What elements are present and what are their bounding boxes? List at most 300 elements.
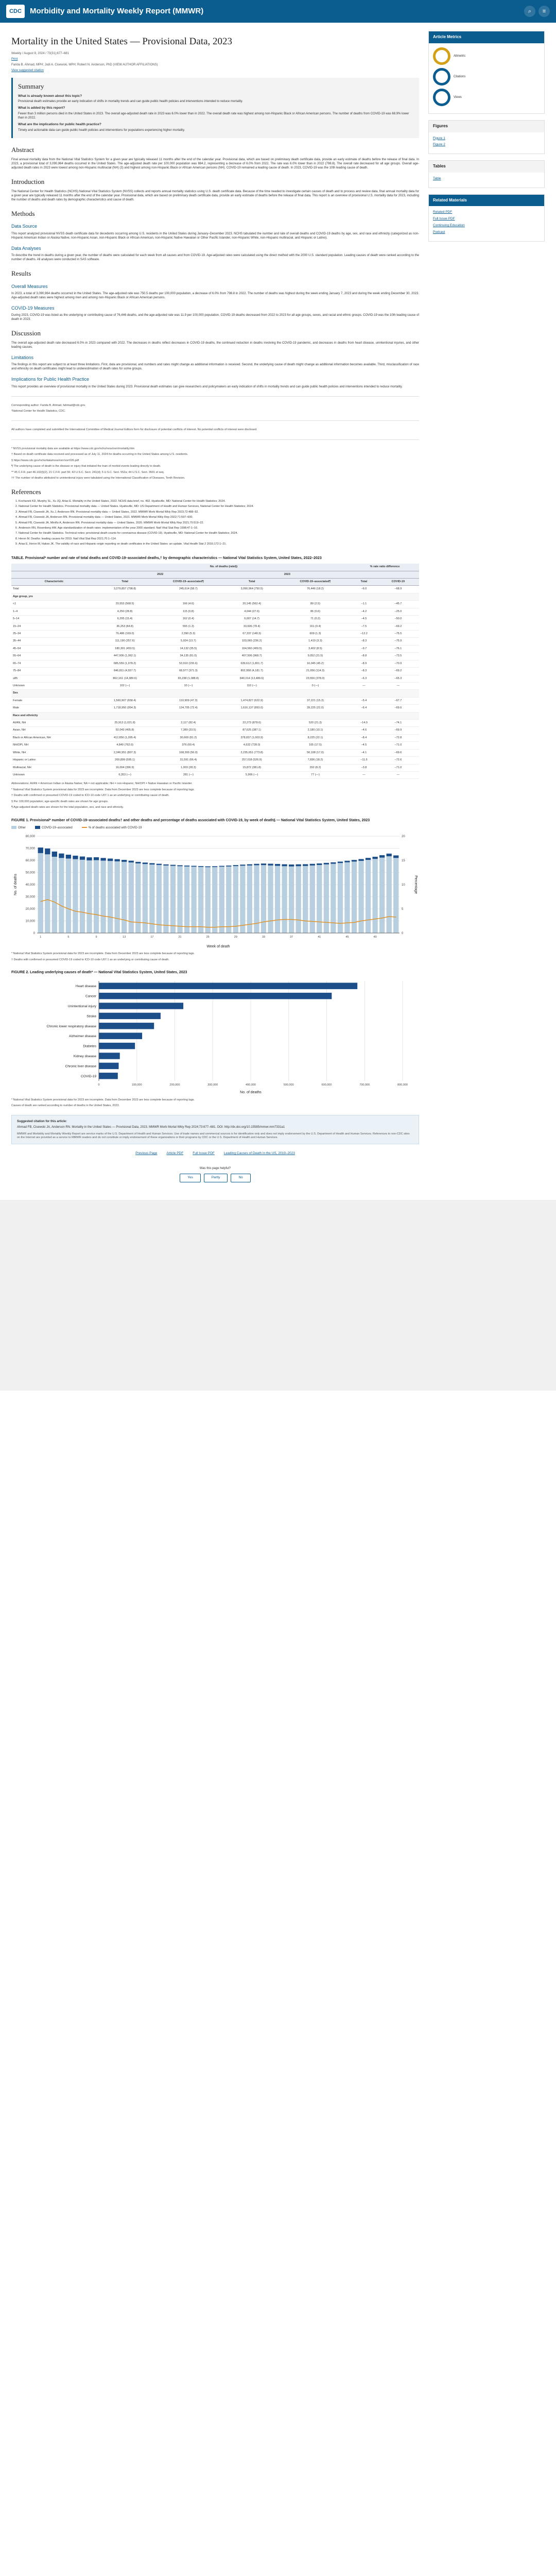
table-cell: 257,018 (526.9) xyxy=(224,757,280,764)
table-column-header: Total xyxy=(224,579,280,586)
article-meta: Weekly / August 8, 2024 / 73(31);677–681 xyxy=(11,52,69,55)
bar-covid xyxy=(226,866,231,867)
bar-other xyxy=(86,860,92,933)
table-cell: 2,235,651 (773.8) xyxy=(224,749,280,756)
table-cell: 378,837 (1,003.9) xyxy=(224,734,280,741)
bar-covid xyxy=(282,865,287,867)
table-cell: 87,625 (387.1) xyxy=(224,727,280,734)
legend-label: % of deaths associated with COVID-19 xyxy=(88,826,142,829)
cause-bar xyxy=(99,1073,118,1079)
bar-other xyxy=(289,867,294,933)
table-column-header: Total xyxy=(351,579,377,586)
bar-covid xyxy=(233,865,238,866)
x-tick-label: 29 xyxy=(234,936,237,939)
bar-other xyxy=(163,866,168,933)
bar-covid xyxy=(317,863,322,865)
covid-text: During 2023, COVID-19 was listed as the underlying or contributing cause of 76,446 deaths, and the age-adjusted rate was 11.9 per 100,000 population. COVID-19 deaths decreased from 2022 to 2023 for all age groups, sexes, and racial and ethnic groups. COVID-19 was the 10th leading cause of death in 2023. xyxy=(11,314,419,321)
bar-covid xyxy=(45,849,50,854)
table-cell: 555 (1.3) xyxy=(153,623,223,630)
table-cell: −65.3 xyxy=(377,675,419,682)
bar-covid xyxy=(121,860,127,862)
table-cell: −69.2 xyxy=(377,668,419,675)
table-row xyxy=(11,742,419,749)
figure-note: * National Vital Statistics System provisional data for 2023 are incomplete. Data from December 2023 are less complete because of reporting lags. xyxy=(11,1098,195,1101)
table-row xyxy=(11,764,419,771)
bar-covid xyxy=(296,865,301,867)
x-tick-label: 100,000 xyxy=(131,1083,142,1087)
y-tick-label: 50,000 xyxy=(25,871,35,875)
table-cell: 4,840 (762.0) xyxy=(97,742,153,749)
bar-other xyxy=(121,862,127,933)
bar-other xyxy=(100,861,106,934)
bar-other xyxy=(80,860,85,933)
x-tick-label: 300,000 xyxy=(207,1083,218,1087)
table-cell: 3,090,964 (750.5) xyxy=(224,586,280,593)
abstract-text: Final annual mortality data from the National Vital Statistics System for a given year are typically released 11 months after the end of the calendar year. Provisional data, which are based on preliminary death certificate data, provide an early estimate of deaths before the release of final data. In 2023, a provisional total of 3,090,964 deaths occurred in the United States. The age-adjusted death rate per 100,000 population was 884.2, representing a decrease of 6.0% from 2022. The rate was 6.0% lower than in 2022 (798.8). The overall rate decreased for all age groups. Overall age-adjusted death rates in 2023 were lowest among non-Hispanic multiracial (NH) (3) and highest among non-Hispanic Black or African American persons (NH). COVID-19 remained a leading cause of death. In 2023, COVID-19 was the 10th leading cause of death. xyxy=(11,158,419,170)
cause-bar xyxy=(99,1013,161,1019)
related-link[interactable]: Continuing Education xyxy=(433,224,465,228)
table-row xyxy=(11,593,419,600)
table-cell: −69.6 xyxy=(377,749,419,756)
table-header xyxy=(11,564,97,571)
tables-heading: Tables xyxy=(429,161,544,173)
bar-covid xyxy=(387,854,392,856)
related-heading: Related Materials xyxy=(429,195,544,207)
table-cell: −3.8 xyxy=(351,764,377,771)
bar-covid xyxy=(157,864,162,865)
figure-note: * National Vital Statistics System provisional data for 2023 are incomplete. Data from December 2023 are less complete because of reporting lags. xyxy=(11,952,195,956)
x-tick-label: 200,000 xyxy=(169,1083,180,1087)
table-row xyxy=(11,660,419,667)
bar-other xyxy=(240,866,245,933)
x-tick-label: 400,000 xyxy=(246,1083,256,1087)
table-row xyxy=(11,690,419,697)
summary-a2: Fewer than 3 million persons died in the United States in 2023. The overall age-adjusted death rate in 2023 was 6.0% lower than in 2022. The overall death rate was highest among non-Hispanic Black or African American persons. The number of deaths from COVID-19 was 68.9% lower than in 2022. xyxy=(18,112,409,120)
bar-other xyxy=(198,867,203,933)
reference-item: 1. Kochanek KD, Murphy SL, Xu JQ, Arias E. Mortality in the United States, 2022. NCHS data brief, no. 492. Hyattsville, MD: National Center for Health Statistics; 2024. xyxy=(19,500,419,503)
related-card xyxy=(428,194,545,242)
table-cell: 15–24 xyxy=(11,623,97,630)
article-pdf-link[interactable]: Article PDF xyxy=(166,1151,184,1156)
footer-links xyxy=(11,1151,419,1156)
table-cell: — xyxy=(377,682,419,689)
table-link[interactable]: Table xyxy=(433,176,441,180)
table-cell: 10 (—) xyxy=(153,682,223,689)
suggested-citation-link[interactable]: View suggested citation xyxy=(11,69,44,72)
table-cell: 4,044 (27.6) xyxy=(224,608,280,615)
bar-covid xyxy=(80,857,85,860)
table-cell: −1.1 xyxy=(351,601,377,608)
table-cell: −75.9 xyxy=(377,638,419,645)
table-cell: 1,718,950 (954.3) xyxy=(97,705,153,712)
category-label: Stroke xyxy=(86,1014,96,1019)
table-row xyxy=(11,586,419,593)
bar-covid xyxy=(393,855,398,858)
table-cell: −4.5 xyxy=(351,616,377,623)
bar-other xyxy=(358,861,363,933)
bar-other xyxy=(177,866,182,933)
table-cell: 55–64 xyxy=(11,653,97,660)
table-cell: 45–54 xyxy=(11,645,97,652)
metric-label: Views xyxy=(454,95,462,99)
altmetric-badge-icon[interactable] xyxy=(433,47,450,65)
table-cell: 65–74 xyxy=(11,660,97,667)
table-cell: 3,402 (8.5) xyxy=(280,645,351,652)
table-cell: 412,856 (1,095.4) xyxy=(97,734,153,741)
table-cell: 6,353 (—) xyxy=(97,771,153,778)
cause-bar xyxy=(99,1033,142,1039)
category-label: Diabetes xyxy=(83,1045,96,1049)
bar-covid xyxy=(240,865,245,866)
bar-covid xyxy=(254,864,259,866)
y2-tick-label: 15 xyxy=(402,859,405,863)
table-cell: — xyxy=(351,682,377,689)
table-cell: −12.2 xyxy=(351,630,377,637)
summary-a3: Timely and actionable data can guide public health policies and interventions for populations experiencing higher mortality. xyxy=(18,129,185,132)
table-cell: −72.6 xyxy=(377,757,419,764)
cdc-logo[interactable]: CDC xyxy=(6,5,25,18)
bar-other xyxy=(268,866,273,933)
table-cell: 166 (4.6) xyxy=(153,601,223,608)
footnote: ** 45 C.F.R. part 46.102(l)(2), 21 C.F.R. part 56; 42 U.S.C. Sect. 241(d); 5 U.S.C. Sect. 552a; 44 U.S.C. Sect. 3501 et seq. xyxy=(11,470,165,474)
figure-link[interactable]: Figure 1 xyxy=(433,136,445,140)
table-caption: TABLE. Provisional* number and rate of total deaths and COVID-19–associated deaths,† by demographic characteristics — National Vital Statistics System, United States, 2022–2023 xyxy=(11,556,322,560)
metric-label: Altmetric xyxy=(454,54,466,58)
table-cell: −45.7 xyxy=(377,601,419,608)
table-cell: 1,003 (28.3) xyxy=(153,764,223,771)
table-column-header: Characteristic xyxy=(11,579,97,586)
table-cell: 35–44 xyxy=(11,638,97,645)
table-cell: Total xyxy=(11,586,97,593)
table-cell: 110 (—) xyxy=(224,682,280,689)
x-axis-label: No. of deaths xyxy=(240,1091,262,1095)
data-source-text: This report analyzed provisional NVSS death certificate data for decedents occurring among U.S. residents in the United States during January–December 2023. NCHS tabulated the number and rate of overall deaths and COVID-19 deaths by age, sex, and race and ethnicity (categorized as non-Hispanic American Indian or Alaska Native, non-Hispanic Asian, non-Hispanic Black or African American, non-Hispanic Native Hawaiian or Other Pacific Islander, non-Hispanic White, non-Hispanic multiracial, and Hispanic or Latino). xyxy=(11,232,419,240)
category-label: Unintentional injury xyxy=(67,1005,96,1009)
table-cell: — xyxy=(377,771,419,778)
table-cell: 56,108 (17.0) xyxy=(280,749,351,756)
x-tick-label: 800,000 xyxy=(397,1083,408,1087)
table-cell: −6.0 xyxy=(351,586,377,593)
y-tick-label: 10,000 xyxy=(25,920,35,923)
x-tick-label: 33 xyxy=(262,936,266,939)
summary-heading: Summary xyxy=(18,82,44,91)
table-cell: 639,612 (1,801.7) xyxy=(224,660,280,667)
table-cell: 2,390 (5.3) xyxy=(153,630,223,637)
table-cell: 22,273 (878.6) xyxy=(224,720,280,727)
table-cell: −69.9 xyxy=(377,727,419,734)
related-link[interactable]: Related PDF xyxy=(433,210,453,214)
table-cell: 67,337 (148.3) xyxy=(224,630,280,637)
table-column-header: COVID-19–associated¶ xyxy=(153,579,223,586)
table-note: ¶ Age-adjusted death rates are shown for the total population, sex, and race and ethnicity. xyxy=(11,806,124,809)
table-cell: Multiracial, NH xyxy=(11,764,97,771)
x-tick-label: 37 xyxy=(290,936,293,939)
bar-other xyxy=(282,866,287,933)
table-cell: −50.0 xyxy=(377,616,419,623)
menu-icon[interactable]: ≡ xyxy=(538,6,550,17)
limitations-heading: Limitations xyxy=(11,355,34,361)
bar-covid xyxy=(115,859,120,861)
bar-covid xyxy=(205,867,211,868)
table-cell: 376 (60.4) xyxy=(153,742,223,749)
x-tick-label: 500,000 xyxy=(283,1083,294,1087)
table-column-header: Total xyxy=(97,579,153,586)
table-cell: 2,180 (10.1) xyxy=(280,727,351,734)
table-cell: 23,556 (378.0) xyxy=(280,675,351,682)
table-cell: −8.3 xyxy=(351,668,377,675)
table-cell: 5,924 (13.7) xyxy=(153,638,223,645)
bar-other xyxy=(129,862,134,933)
table-row xyxy=(11,616,419,623)
category-label: Alzheimer disease xyxy=(68,1035,96,1039)
table-row xyxy=(11,705,419,712)
bar-other xyxy=(393,858,398,933)
authors: Farida B. Ahmad, MPH; Jodi A. Cisewski, MPH; Robert N. Anderson, PhD (VIEW AUTHOR AFFILIATIONS) xyxy=(11,63,158,66)
table-cell: NH/OPI, NH xyxy=(11,742,97,749)
footnote: * NVSS provisional mortality data are available at https://www.cdc.gov/nchs/nvss/vsrr/mortality.htm xyxy=(11,447,135,450)
table-note: * National Vital Statistics System provisional data for 2023 are incomplete. Data from December 2023 are less complete because of reporting lags. xyxy=(11,788,195,791)
article-body xyxy=(11,31,428,1193)
table-cell: −8.4 xyxy=(351,734,377,741)
bar-other xyxy=(38,853,43,933)
bar-other xyxy=(303,866,308,933)
table-column-header: COVID-19–associated¶ xyxy=(280,579,351,586)
category-label: Kidney disease xyxy=(73,1055,96,1059)
table-cell: 862,161 (14,389.6) xyxy=(97,675,153,682)
table-cell: 180,301 (453.5) xyxy=(97,645,153,652)
data-source-heading: Data Source xyxy=(11,224,38,229)
data-table xyxy=(11,564,419,779)
table-row xyxy=(11,727,419,734)
methods-heading: Methods xyxy=(11,209,35,217)
y2-tick-label: 20 xyxy=(402,835,405,839)
table-cell: −4.2 xyxy=(351,608,377,615)
feedback-yes-button[interactable]: Yes xyxy=(180,1174,201,1182)
sidebar xyxy=(428,31,545,1193)
feedback-partly-button[interactable]: Partly xyxy=(204,1174,228,1182)
related-link[interactable]: Podcast xyxy=(433,230,445,234)
reference-item: 5. Ahmad FB, Cisewski JA, Miniño A, Anderson RN. Provisional mortality data — United States, 2020. MMWR Morb Mortal Wkly Rep 2021;70:519–22. xyxy=(19,521,419,525)
bar-other xyxy=(310,866,315,933)
summary-q3: What are the implications for public health practice? xyxy=(18,123,101,127)
figure1-notes xyxy=(11,952,419,962)
discussion-heading: Discussion xyxy=(11,329,41,337)
views-badge-icon[interactable] xyxy=(433,89,450,106)
bar-covid xyxy=(191,866,196,867)
y-tick-label: 20,000 xyxy=(25,908,35,911)
table-cell: ≥85 xyxy=(11,675,97,682)
table-cell: 34,135 (81.0) xyxy=(153,653,223,660)
x-tick-label: 700,000 xyxy=(359,1083,370,1087)
bar-covid xyxy=(129,861,134,862)
table-cell: 53,910 (155.6) xyxy=(153,660,223,667)
table-header xyxy=(11,571,97,578)
table-row xyxy=(11,608,419,615)
table-cell: 0 (—) xyxy=(280,682,351,689)
table-cell: — xyxy=(351,771,377,778)
legend-label: Other xyxy=(18,826,26,829)
reference-item: 7. National Center for Health Statistics. Technical notes: provisional death counts for coronavirus disease (COVID-19). Hyattsville, MD: National Center for Health Statistics; 2024. xyxy=(19,532,419,535)
table-cell: 25,913 (1,021.8) xyxy=(97,720,153,727)
bar-covid xyxy=(212,866,217,867)
bar-covid xyxy=(135,862,141,863)
y-axis-label: No. of deaths xyxy=(14,874,18,895)
search-icon[interactable]: ⌕ xyxy=(524,6,535,17)
table-note: Abbreviations: AI/AN = American Indian or Alaska Native; NA = not applicable; NH = non-Hispanic; NH/OPI = Native Hawaiian or Pacific Islander. xyxy=(11,782,193,786)
x-tick-label: 41 xyxy=(318,936,321,939)
table-cell: 4,250 (28.8) xyxy=(97,608,153,615)
table-cell: 71 (0.2) xyxy=(280,616,351,623)
cause-bar xyxy=(99,993,332,999)
table-cell: 802,958 (4,181.7) xyxy=(224,668,280,675)
table-year-header: 2022 xyxy=(97,571,224,578)
table-row xyxy=(11,623,419,630)
summary-q2: What is added by this report? xyxy=(18,106,65,110)
bar-covid xyxy=(177,865,182,866)
table-cell: −67.7 xyxy=(377,697,419,704)
table-cell: 846,811 (4,557.7) xyxy=(97,668,153,675)
bar-covid xyxy=(289,865,294,867)
table-cell: White, NH xyxy=(11,749,97,756)
reference-item: 3. Ahmad FB, Cisewski JA, Xu J, Anderson RN. Provisional mortality data — United States, 2022. MMWR Morb Mortal Wkly Rep 2023;72:488–92. xyxy=(19,511,419,514)
overall-heading: Overall Measures xyxy=(11,283,48,289)
table-cell: −69.6 xyxy=(377,705,419,712)
bar-other xyxy=(66,859,71,934)
bar-other xyxy=(170,866,176,933)
figure1-caption: FIGURE 1. Provisional* number of COVID-19–associated deaths† and other deaths and percentage of deaths associated with COVID-19, by week of death§ — National Vital Statistics System, United States, 2023 xyxy=(11,818,370,822)
table-cell: Race and ethnicity xyxy=(11,712,419,719)
table-group-header: No. of deaths (rate§) xyxy=(97,564,351,571)
table-cell: 1,560,907 (658.4) xyxy=(97,697,153,704)
covid-heading: COVID-19 Measures xyxy=(11,305,55,311)
affiliation: ¹National Center for Health Statistics, CDC. xyxy=(11,410,66,413)
table-cell: 134,705 (72.4) xyxy=(153,705,223,712)
bar-covid xyxy=(379,855,385,858)
table-row xyxy=(11,757,419,764)
table-cell: −71.0 xyxy=(377,742,419,749)
bar-covid xyxy=(358,859,363,861)
print-link[interactable]: Print xyxy=(11,57,18,61)
figure1-legend xyxy=(11,826,419,830)
table-cell: −4.1 xyxy=(351,749,377,756)
cause-bar xyxy=(99,1043,135,1049)
analysis-heading: Data Analyses xyxy=(11,245,41,251)
related-page-link[interactable]: Leading Causes of Death in the US, 2019–2023 xyxy=(223,1151,295,1156)
bar-other xyxy=(261,865,266,933)
bar-other xyxy=(212,867,217,933)
bar-covid xyxy=(310,864,315,866)
table-cell: 1,616,137 (893.0) xyxy=(224,705,280,712)
footnote: †† The number of deaths attributed to unintentional injury were tabulated using the International Classification of Diseases, Tenth Revision. xyxy=(11,476,185,480)
bar-other xyxy=(108,861,113,933)
table-cell: 31,591 (66.4) xyxy=(153,757,223,764)
table-cell: 6,007 (14.7) xyxy=(224,616,280,623)
previous-page-link[interactable]: Previous Page xyxy=(135,1151,158,1156)
bar-other xyxy=(233,866,238,933)
table-row xyxy=(11,645,419,652)
abstract-heading: Abstract xyxy=(11,146,34,154)
overall-text: In 2023, a total of 3,090,964 deaths occurred in the United States. The age-adjusted rate was 750.5 deaths per 100,000 population, a decrease of 6.0% from 798.8 in 2022. The number of deaths was highest during the week ending January 7, 2023 and during the week ending December 30, 2023. Age-adjusted death rates were highest among men and among non-Hispanic Black or African American persons. xyxy=(11,292,419,299)
related-link[interactable]: Full Issue PDF xyxy=(433,217,455,221)
bar-covid xyxy=(247,865,252,866)
table-row xyxy=(11,653,419,660)
citation-text: Ahmad FB, Cisewski JA, Anderson RN. Mortality in the United States — Provisional Data, 2023. MMWR Morb Mortal Wkly Rep 2024;73:677–681. DOI: http://dx.doi.org/10.15585/mmwr.mm7331a1 xyxy=(17,1126,285,1129)
cause-bar xyxy=(99,1063,119,1069)
table-column-header: COVID-19 xyxy=(377,579,419,586)
table-cell: 840,014 (13,480.6) xyxy=(224,675,280,682)
figure-link[interactable]: Figure 2 xyxy=(433,143,445,147)
bar-covid xyxy=(149,863,154,865)
table-cell: 76,446 (18.2) xyxy=(280,586,351,593)
cause-bar xyxy=(99,983,357,989)
bar-other xyxy=(226,867,231,933)
feedback-question: Was this page helpful? xyxy=(199,1167,231,1171)
citations-badge-icon[interactable] xyxy=(433,68,450,86)
bar-covid xyxy=(324,863,329,865)
table-cell: Sex xyxy=(11,690,419,697)
table-cell: Unknown xyxy=(11,771,97,778)
footnotes xyxy=(11,447,419,481)
table-cell: −4.5 xyxy=(351,742,377,749)
table-row xyxy=(11,682,419,689)
bar-covid xyxy=(366,858,371,860)
bar-other xyxy=(247,866,252,933)
table-cell: 164,560 (409.5) xyxy=(224,645,280,652)
bar-other xyxy=(115,861,120,933)
intro-text: The National Center for Health Statistics (NCHS) National Vital Statistics System (NVSS) collects and reports annual mortality statistics using U.S. death certificate data. Because of the time needed to investigate certain causes of death and to process and review data, final annual mortality data for a given year are typically released 11 months after the end of the calendar year. Provisional data, which are based on preliminary death certificate data, provide an early estimate of deaths before the release of final data. This report is an overview of provisional U.S. mortality data for 2023, including the number of deaths and death rates by demographic characteristics and cause of death. xyxy=(11,190,419,201)
table-cell: −73.5 xyxy=(377,653,419,660)
table-cell: −75.5 xyxy=(377,630,419,637)
reference-item: 6. Anderson RN, Rosenberg HM. Age standardization of death rates: implementation of the year 2000 standard. Natl Vital Stat Rep 1998;47:1–16. xyxy=(19,527,419,530)
table-cell: 37,221 (15.3) xyxy=(280,697,351,704)
reference-item: 8. Heron M. Deaths: leading causes for 2019. Natl Vital Stat Rep 2021;70:1–114. xyxy=(19,537,419,541)
table-cell: −6.4 xyxy=(351,705,377,712)
figure2-notes xyxy=(11,1098,419,1108)
bar-covid xyxy=(163,865,168,866)
table-cell: 162 (0.4) xyxy=(153,616,223,623)
category-label: Chronic liver disease xyxy=(65,1064,96,1069)
table-cell: −68.9 xyxy=(377,586,419,593)
y2-tick-label: 10 xyxy=(402,884,405,887)
bar-other xyxy=(191,867,196,933)
table-row xyxy=(11,668,419,675)
bar-other xyxy=(45,854,50,933)
bar-covid xyxy=(338,861,343,863)
table-cell: 4,632 (728.0) xyxy=(224,742,280,749)
bar-covid xyxy=(372,857,377,859)
table-cell: 161 (0.4) xyxy=(280,623,351,630)
reference-item: 2. National Center for Health Statistics. Provisional mortality data — United States. Hyattsville, MD: US Department of Health and Human Services, National Center for Health Statistics; 2024. xyxy=(19,505,419,509)
table-cell: 245,614 (58.7) xyxy=(153,586,223,593)
bar-other xyxy=(157,865,162,933)
table-cell: 7,836 (18.2) xyxy=(280,757,351,764)
table-row xyxy=(11,675,419,682)
full-issue-pdf-link[interactable]: Full Issue PDF xyxy=(193,1151,215,1156)
site-title[interactable]: Morbidity and Mortality Weekly Report (MMWR) xyxy=(30,6,204,15)
feedback-no-button[interactable]: No xyxy=(231,1174,250,1182)
table-cell: 168,300 (56.0) xyxy=(153,749,223,756)
table-cell: −8.8 xyxy=(351,653,377,660)
bar-other xyxy=(387,856,392,933)
table-cell: 1,419 (3.3) xyxy=(280,638,351,645)
table-cell: 16,045 (45.2) xyxy=(280,660,351,667)
bar-other xyxy=(275,866,280,933)
bar-covid xyxy=(268,864,273,866)
cause-bar xyxy=(99,1053,120,1059)
corresponding-author: Corresponding author: Farida B. Ahmad, fahmad@cdc.gov. xyxy=(11,403,86,407)
bar-covid xyxy=(261,863,266,865)
x-tick-label: 49 xyxy=(373,936,377,939)
